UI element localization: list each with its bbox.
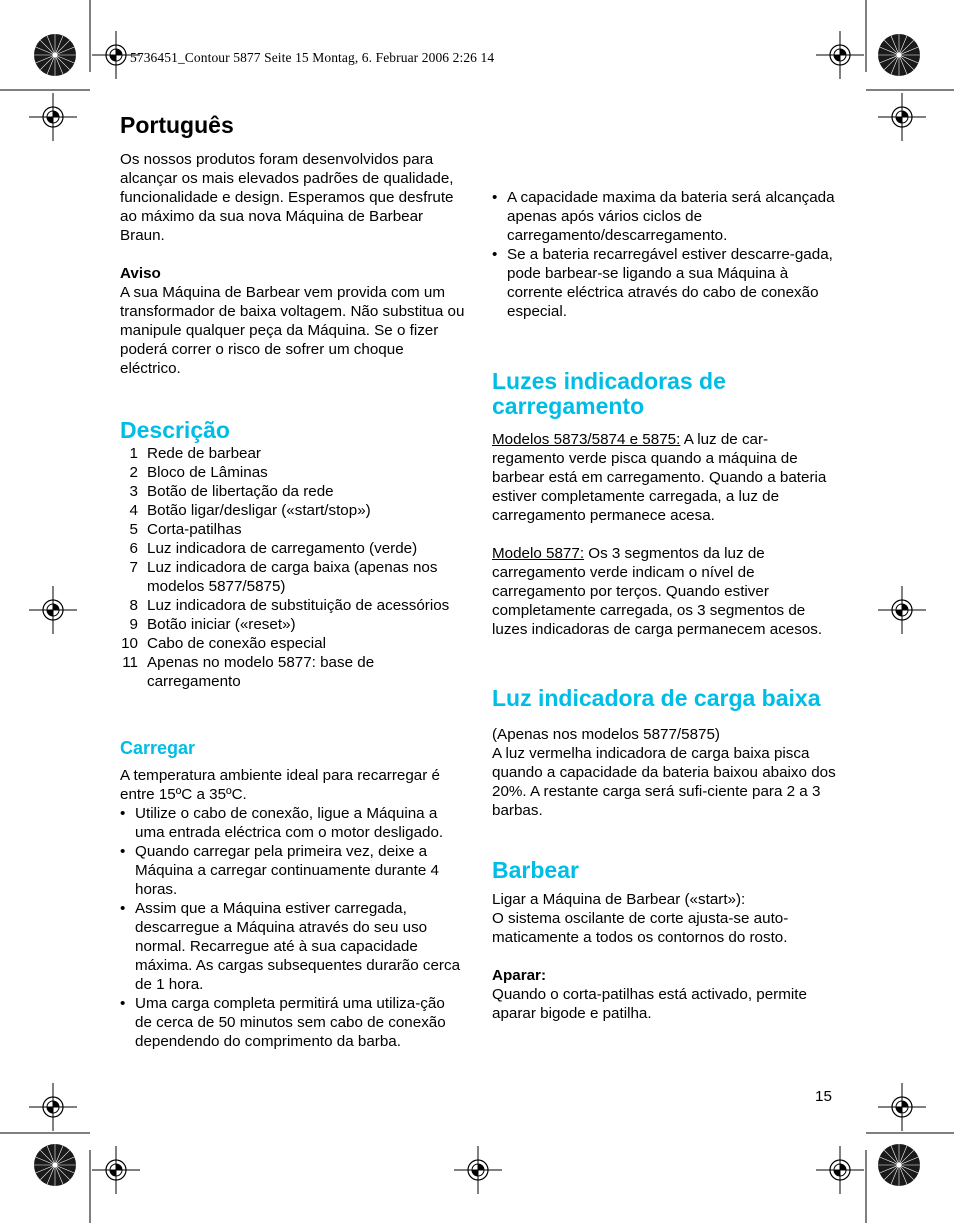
list-item: 11 Apenas no modelo 5877: base de carregamento [122,654,375,690]
list-item: 2 Bloco de Lâminas [129,464,268,481]
list-item: 5 Corta-patilhas [129,521,242,538]
list-item: • Assim que a Máquina estiver carregada, descarregue a Máquina através do seu uso normal. Recarregue até à sua capacidade máxima. As cargas subsequentes durarão cerca de 1 hora. [120,899,465,994]
charging-bullets-left [120,804,465,1051]
charge-lights-paragraph-1: Modelos 5873/5874 e 5875: A luz de car-regamento verde pisca quando a máquina de barbear está em carregamento. Quando a bateria estiver completamente carregada, a luz de carregamento permanece acesa. [492,431,827,524]
list-item: 6 Luz indicadora de carregamento (verde) [129,540,418,557]
shaving-paragraph-1: Ligar a Máquina de Barbear («start»): [492,891,746,908]
list-item: • A capacidade maxima da bateria será alcançada apenas após vários ciclos de carregamento/descarregamento. [492,188,837,245]
low-charge-note: (Apenas nos modelos 5877/5875) [492,726,720,743]
list-item: 9 Botão iniciar («reset») [129,616,296,633]
right-column [492,150,837,1023]
list-item: 3 Botão de libertação da rede [129,483,334,500]
list-item: • Uma carga completa permitirá uma utiliza-ção de cerca de 50 minutos sem cabo de conexão dependendo do comprimento da barba. [120,994,465,1051]
print-header: 5736451_Contour 5877 Seite 15 Montag, 6. Februar 2006 2:26 14 [130,50,495,65]
intro-paragraph: Os nossos produtos foram desenvolvidos para alcançar os mais elevados padrões de qualidade, funcionalidade e design. Esperamos que desfrute ao máximo da sua nova Máquina de Barbear Braun. [120,151,454,244]
page-number: 15 [815,1088,832,1105]
left-column [120,150,465,1051]
trim-text: Quando o corta-patilhas está activado, permite aparar bigode e patilha. [492,986,807,1022]
warning-text: A sua Máquina de Barbear vem provida com um transformador de baixa voltagem. Não substitua ou manipule qualquer peça da Máquina. Se o fizer poderá correr o risco de sofrer um choque eléctrico. [120,284,465,377]
list-item: • Se a bateria recarregável estiver descarre-gada, pode barbear-se ligando a sua Máquina à corrente eléctrica através do cabo de conexão especial. [492,245,837,321]
page-title: Português [120,112,234,138]
charging-bullets-right [492,188,837,321]
charge-lights-heading: Luzes indicadoras de carregamento [492,368,726,419]
list-item: 7 Luz indicadora de carga baixa (apenas nos modelos 5877/5875) [129,559,438,595]
list-item: 1 Rede de barbear [129,445,261,462]
warning-heading: Aviso [120,265,161,282]
low-charge-text: A luz vermelha indicadora de carga baixa pisca quando a capacidade da bateria baixou abaixo dos 20%. A restante carga será sufi-ciente para 2 a 3 barbas. [492,745,836,819]
model-label: Modelo 5877: [492,545,585,562]
low-charge-heading: Luz indicadora de carga baixa [492,685,821,711]
shaving-paragraph-2: O sistema oscilante de corte ajusta-se auto-maticamente a todos os contornos do rosto. [492,910,789,946]
parts-list [120,444,465,691]
list-item: • Quando carregar pela primeira vez, deixe a Máquina a carregar continuamente durante 4 horas. [120,842,465,899]
charging-heading: Carregar [120,738,196,758]
charging-intro: A temperatura ambiente ideal para recarregar é entre 15ºC a 35ºC. [120,767,440,803]
description-heading: Descrição [120,417,230,443]
list-item: 4 Botão ligar/desligar («start/stop») [129,502,371,519]
list-item: 10 Cabo de conexão especial [121,635,327,652]
trim-heading: Aparar: [492,967,547,984]
list-item: 8 Luz indicadora de substituição de acessórios [129,597,450,614]
list-item: • Utilize o cabo de conexão, ligue a Máquina a uma entrada eléctrica com o motor desligado. [120,804,465,842]
shaving-heading: Barbear [492,857,579,883]
model-label: Modelos 5873/5874 e 5875: [492,431,681,448]
charge-lights-paragraph-2: Modelo 5877: Os 3 segmentos da luz de carregamento verde indicam o nível de carregamento por terços. Quando estiver completamente carregada, os 3 segmentos de luzes indicadoras de carga permanecem acesos. [492,545,823,638]
